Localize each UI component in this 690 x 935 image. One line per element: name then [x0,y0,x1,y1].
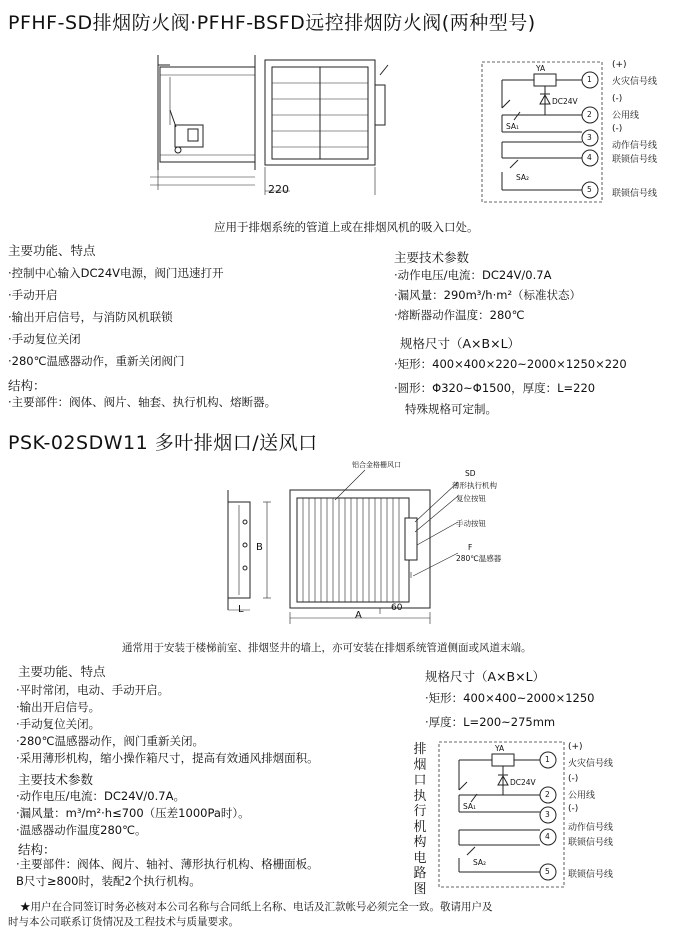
section1-tech-heading: 主要技术参数 [394,250,470,265]
circuit2-node-3: 3 [545,810,550,819]
circuit2-label-interlock: 联锁信号线 [568,838,614,848]
circuit1-label-interlock2: 联锁信号线 [612,189,658,199]
section1-special: 特殊规格可定制。 [405,402,497,416]
list-item: ·温感器动作温度280℃。 [16,823,147,837]
circuit1-dc24v: DC24V [552,97,578,106]
circuit1-node-4: 4 [587,153,592,162]
circuit2-node-5: 5 [545,867,550,876]
section2-size-rect: ·矩形：400×400~2000×1250 [425,691,595,705]
vent-label-frame: 铝合金格栅风口 [352,461,401,469]
circuit1-label-plus: (+) [612,60,627,70]
circuit2-dc24v: DC24V [510,778,536,787]
dim-220: 220 [268,183,289,196]
list-item: ·手动复位关闭。 [16,717,101,731]
vent-label-sensor: 280℃温感器 [456,554,502,563]
list-item: ·漏风量：290m³/h·m²（标准状态） [394,288,582,302]
circuit2-vertical-title: 排 烟 口 执 行 机 构 电 路 图 [413,742,427,897]
vent-label-manual: 手动按钮 [456,519,486,528]
circuit1-sa1: SA₁ [506,122,520,131]
section1-size-list [394,357,627,405]
vent-dim-b: B [256,542,263,553]
section2-features-heading: 主要功能、特点 [18,664,106,679]
section2-size-thickness: ·厚度：L=200~275mm [425,715,556,729]
circuit1-sa2: SA₂ [516,173,530,182]
list-item: ·动作电压/电流：DC24V/0.7A。 [16,789,185,803]
circuit2-node-4: 4 [545,832,550,841]
circuit2-label-action: 动作信号线 [568,823,614,833]
section1-structure-heading: 结构： [8,378,46,393]
footer-notice [8,900,493,930]
section2-size-heading: 规格尺寸（A×B×L） [425,669,546,684]
vent-dim-60: 60 [391,603,403,613]
damper-side-view-drawing [130,55,390,205]
footer-line-2: 时与本公司联系订货情况及工程技术与质量要求。 [8,916,239,928]
circuit2-node-2: 2 [545,790,550,799]
section2-features-list [16,682,319,767]
circuit2-label-minus2: (-) [568,804,579,814]
list-item: ·动作电压/电流：DC24V/0.7A [394,268,552,282]
list-item: ·280℃温感器动作，阀门重新关闭。 [16,734,205,748]
circuit1-label-action: 动作信号线 [612,141,658,151]
circuit1-node-3: 3 [587,133,592,142]
list-item: B尺寸≥800时，装配2个执行机构。 [16,874,201,888]
vent-dim-a: A [355,610,362,621]
circuit2-label-fire: 火灾信号线 [568,759,614,769]
circuit1-label-interlock: 联锁信号线 [612,155,658,165]
circuit2-ya: YA [495,744,505,753]
list-item: ·圆形：Φ320~Φ1500，厚度：L=220 [394,381,596,395]
circuit-diagram-2 [437,740,682,890]
vent-label-reset: 复位按钮 [456,494,486,503]
section1-size-heading: 规格尺寸（A×B×L） [400,336,521,351]
vent-label-actuator: 薄形执行机构 [452,481,497,490]
list-item: ·输出开启信号。 [16,700,101,714]
circuit1-label-minus2: (-) [612,124,623,134]
circuit1-label-minus: (-) [612,94,623,104]
list-item: ·矩形：400×400×220~2000×1250×220 [394,357,627,371]
section2-structure-list [16,856,319,890]
section2-tech-list [16,788,250,839]
list-item: ·漏风量：m³/m²·h≤700（压差1000Pa时）。 [16,806,250,820]
section1-tech-list [394,268,581,328]
circuit2-sa1: SA₁ [463,802,477,811]
list-item: ·主要部件：阀体、阀片、轴衬、薄形执行机构、格栅面板。 [16,857,319,871]
circuit2-label-minus: (-) [568,774,579,784]
section2-title: PSK-02SDW11 多叶排烟口/送风口 [8,432,318,454]
section2-caption: 通常用于安装于楼梯前室、排烟竖井的墙上，亦可安装在排烟系统管道侧面或风道末端。 [122,642,532,654]
list-item: ·采用薄形机构，缩小操作箱尺寸，提高有效通风排烟面积。 [16,751,319,765]
list-item: ·手动开启 [8,288,58,302]
circuit1-node-5: 5 [587,185,592,194]
list-item: ·输出开启信号，与消防风机联锁 [8,310,173,324]
circuit-diagram-1 [482,60,682,205]
section2-structure-heading: 结构： [18,842,56,857]
circuit2-sa2: SA₂ [473,858,487,867]
circuit1-ya: YA [536,64,546,73]
list-item: ·控制中心输入DC24V电源，阀门迅速打开 [8,266,224,280]
circuit2-label-interlock2: 联锁信号线 [568,870,614,880]
list-item: ·熔断器动作温度：280℃ [394,308,525,322]
section1-features-list [8,266,224,376]
section1-features-heading: 主要功能、特点 [8,243,96,258]
section2-tech-heading: 主要技术参数 [18,772,94,787]
circuit2-label-plus: (+) [568,742,583,752]
section1-caption: 应用于排烟系统的管道上或在排烟风机的吸入口处。 [214,220,479,234]
circuit2-node-1: 1 [545,755,550,764]
section1-title: PFHF-SD排烟防火阀·PFHF-BSFD远控排烟防火阀(两种型号) [8,12,536,34]
list-item: ·280℃温感器动作，重新关闭阀门 [8,354,185,368]
circuit1-label-fire: 火灾信号线 [612,77,658,87]
circuit1-label-common: 公用线 [612,111,640,121]
circuit2-label-common: 公用线 [568,791,596,801]
footer-line-1: ★用户在合同签订时务必核对本公司名称与合同纸上名称、电话及汇款帐号必须完全一致。敬请用户及 [20,901,493,913]
list-item: ·手动复位关闭 [8,332,81,346]
vent-dim-l: L [238,604,244,615]
circuit1-node-1: 1 [587,75,592,84]
vent-outlet-drawing [215,460,475,635]
vent-label-sd: SD [465,469,476,478]
section1-structure: ·主要部件：阀体、阀片、轴套、执行机构、熔断器。 [8,395,277,409]
vent-label-f: F [468,543,473,552]
list-item: ·平时常闭，电动、手动开启。 [16,683,170,697]
circuit1-node-2: 2 [587,110,592,119]
